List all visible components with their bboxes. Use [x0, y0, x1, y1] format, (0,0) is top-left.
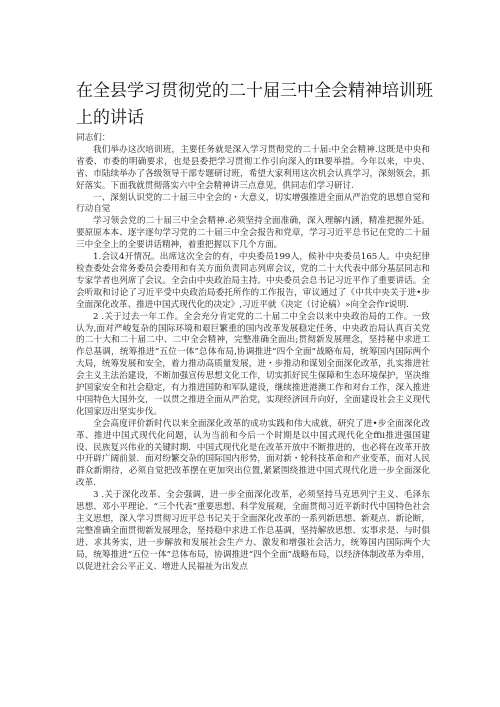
paragraph-point-1: 1.会议4开情况。出席这次全会的有，中央委员199人，候补中央委员165人。中央纪律检查委处会常务委员会委用和有关方面负责同志列席会议，党的二十大代表中部分基层同志和专家学者也列席了会议。全会由中央政治局主持。中央委员会总书记习近平作了重要讲话。全会听取和讨论了习近平受中央政治局委托所作的工作报告，审议通过了《中共中央关于进•步全面深化改革、推进中国式现代化的决定》,习近平就《决定（讨论稿）»向全会作r说明.: [76, 252, 430, 310]
paragraph-intro: 我们举办这次培训班，主要任务就是深入学习贯彻党的二十届:中全会精神.这既是中央和省委、市委的明确要求，也是县委把学习贯彻工作引向深入的IR要举措。今年以来，中央、省、市陆续举办了各级领导干部专题研讨班，希望大家利用这次机会认真学习，深刻领会，抓好落实。下面我就贯彻落实六中全会精神讲三点意见，供同志们学习研讨.: [76, 144, 430, 191]
document-body: [76, 133, 430, 574]
salutation: 同志们：: [76, 133, 111, 143]
section-heading-1: 一、深刻认识党的二十届三中全会的・大意义，切实增强推进全面从严治党的思想自觉和行动自觉: [76, 192, 430, 215]
paragraph-study: 学习领会党的二十届三中全会精神.必须坚持全面准确，深入理解内涵，精准把握外延。要原原本本、逐字逐句学习党的二十届三中全会报告和党章，学习习近平总书记在党的二十届三中全全上的全要讲话精神，着重把握以下几个方面。: [76, 216, 430, 251]
paragraph-point-3: 3 .关于深化改革、全会强调，进一步全面深化改革，必须坚持马克思列宁主义、毛泽东思想、邓小平理论、“三个代表”重要思想、科学发展观，全面贯彻习近平新时代中国特色社会主义思想，深入学习贯彻习近平总书记关于全面深化改革的一系列新思想、新观点、新论断，完整准确全面贯彻新发展理念，坚持稳中求进工作总基调，坚持解放思想、实事求是、与时俱进、求其务实，进一步解放和发展社会生产力、激发和增强社会活力，统筹国内国际两个大局，统筹推进“五位一体”总体布局，协调推进“四个全面”战略布局，以经济体制改革为牵用，以促进社会公平正义、增进人民福祉为出发点: [76, 490, 430, 572]
document-title: 在全县学习贯彻党的二十届三中全会精神培训班上的讲话: [76, 81, 433, 128]
paragraph-evaluation: 全会高度评价新时代以来全面深化改革的成功实践和伟大成就，研究了进•步全面深化改革、推进中国式现代化问题，认为当前和今后一个时期是以中国式现代化全ffii推进强国建设、民族复兴伟业的关键时期．中国式现代化是在改革开放中不断推进的，也必将在改革开放中开辟广阔前景．面对纷繁交杂的国际国内形势，面对新・轮科技革命和产业变革，面对人民群众新期待，必须自觉把改革摆在更加突出位置,紧紧围绕推进中国式现代化进一步全面深化改革.: [76, 418, 430, 489]
paragraph-point-2: 2 .关于过去一年工作。全会充分肯定党的二十届二中全会以来中央政治局的工作。一致认为,面对严峻复杂的国际环境和艰巨繁重的国内改革发展稳定任务，中央政治局认真百关党的二十大和二十届二中、二中全会精神，完整准确全面出;贯彻新发展理念，坚持秘中求进工作总基调，统筹推进“五位一体”总体布局,协调推进“四个全面”战略布局，统筹国内国际两个大局，统筹发展和安全，着力推动高质量发展，进・步推动和谋划全面深化改革，扎实推进社会主义主法治建设，不断加强宣传思想文化工作，切实抓好民生保障和生态环境保护，坚决维护国家安全和社会稳定，有力推进国防和军队建设，继续推进港澳工作和对台工作，深入推进中国特色大国外交，一以贯之推进全面从严治党，实现经济回升向好，全面建设社会主义现代化国家迈出坚实步伐。: [76, 311, 430, 417]
